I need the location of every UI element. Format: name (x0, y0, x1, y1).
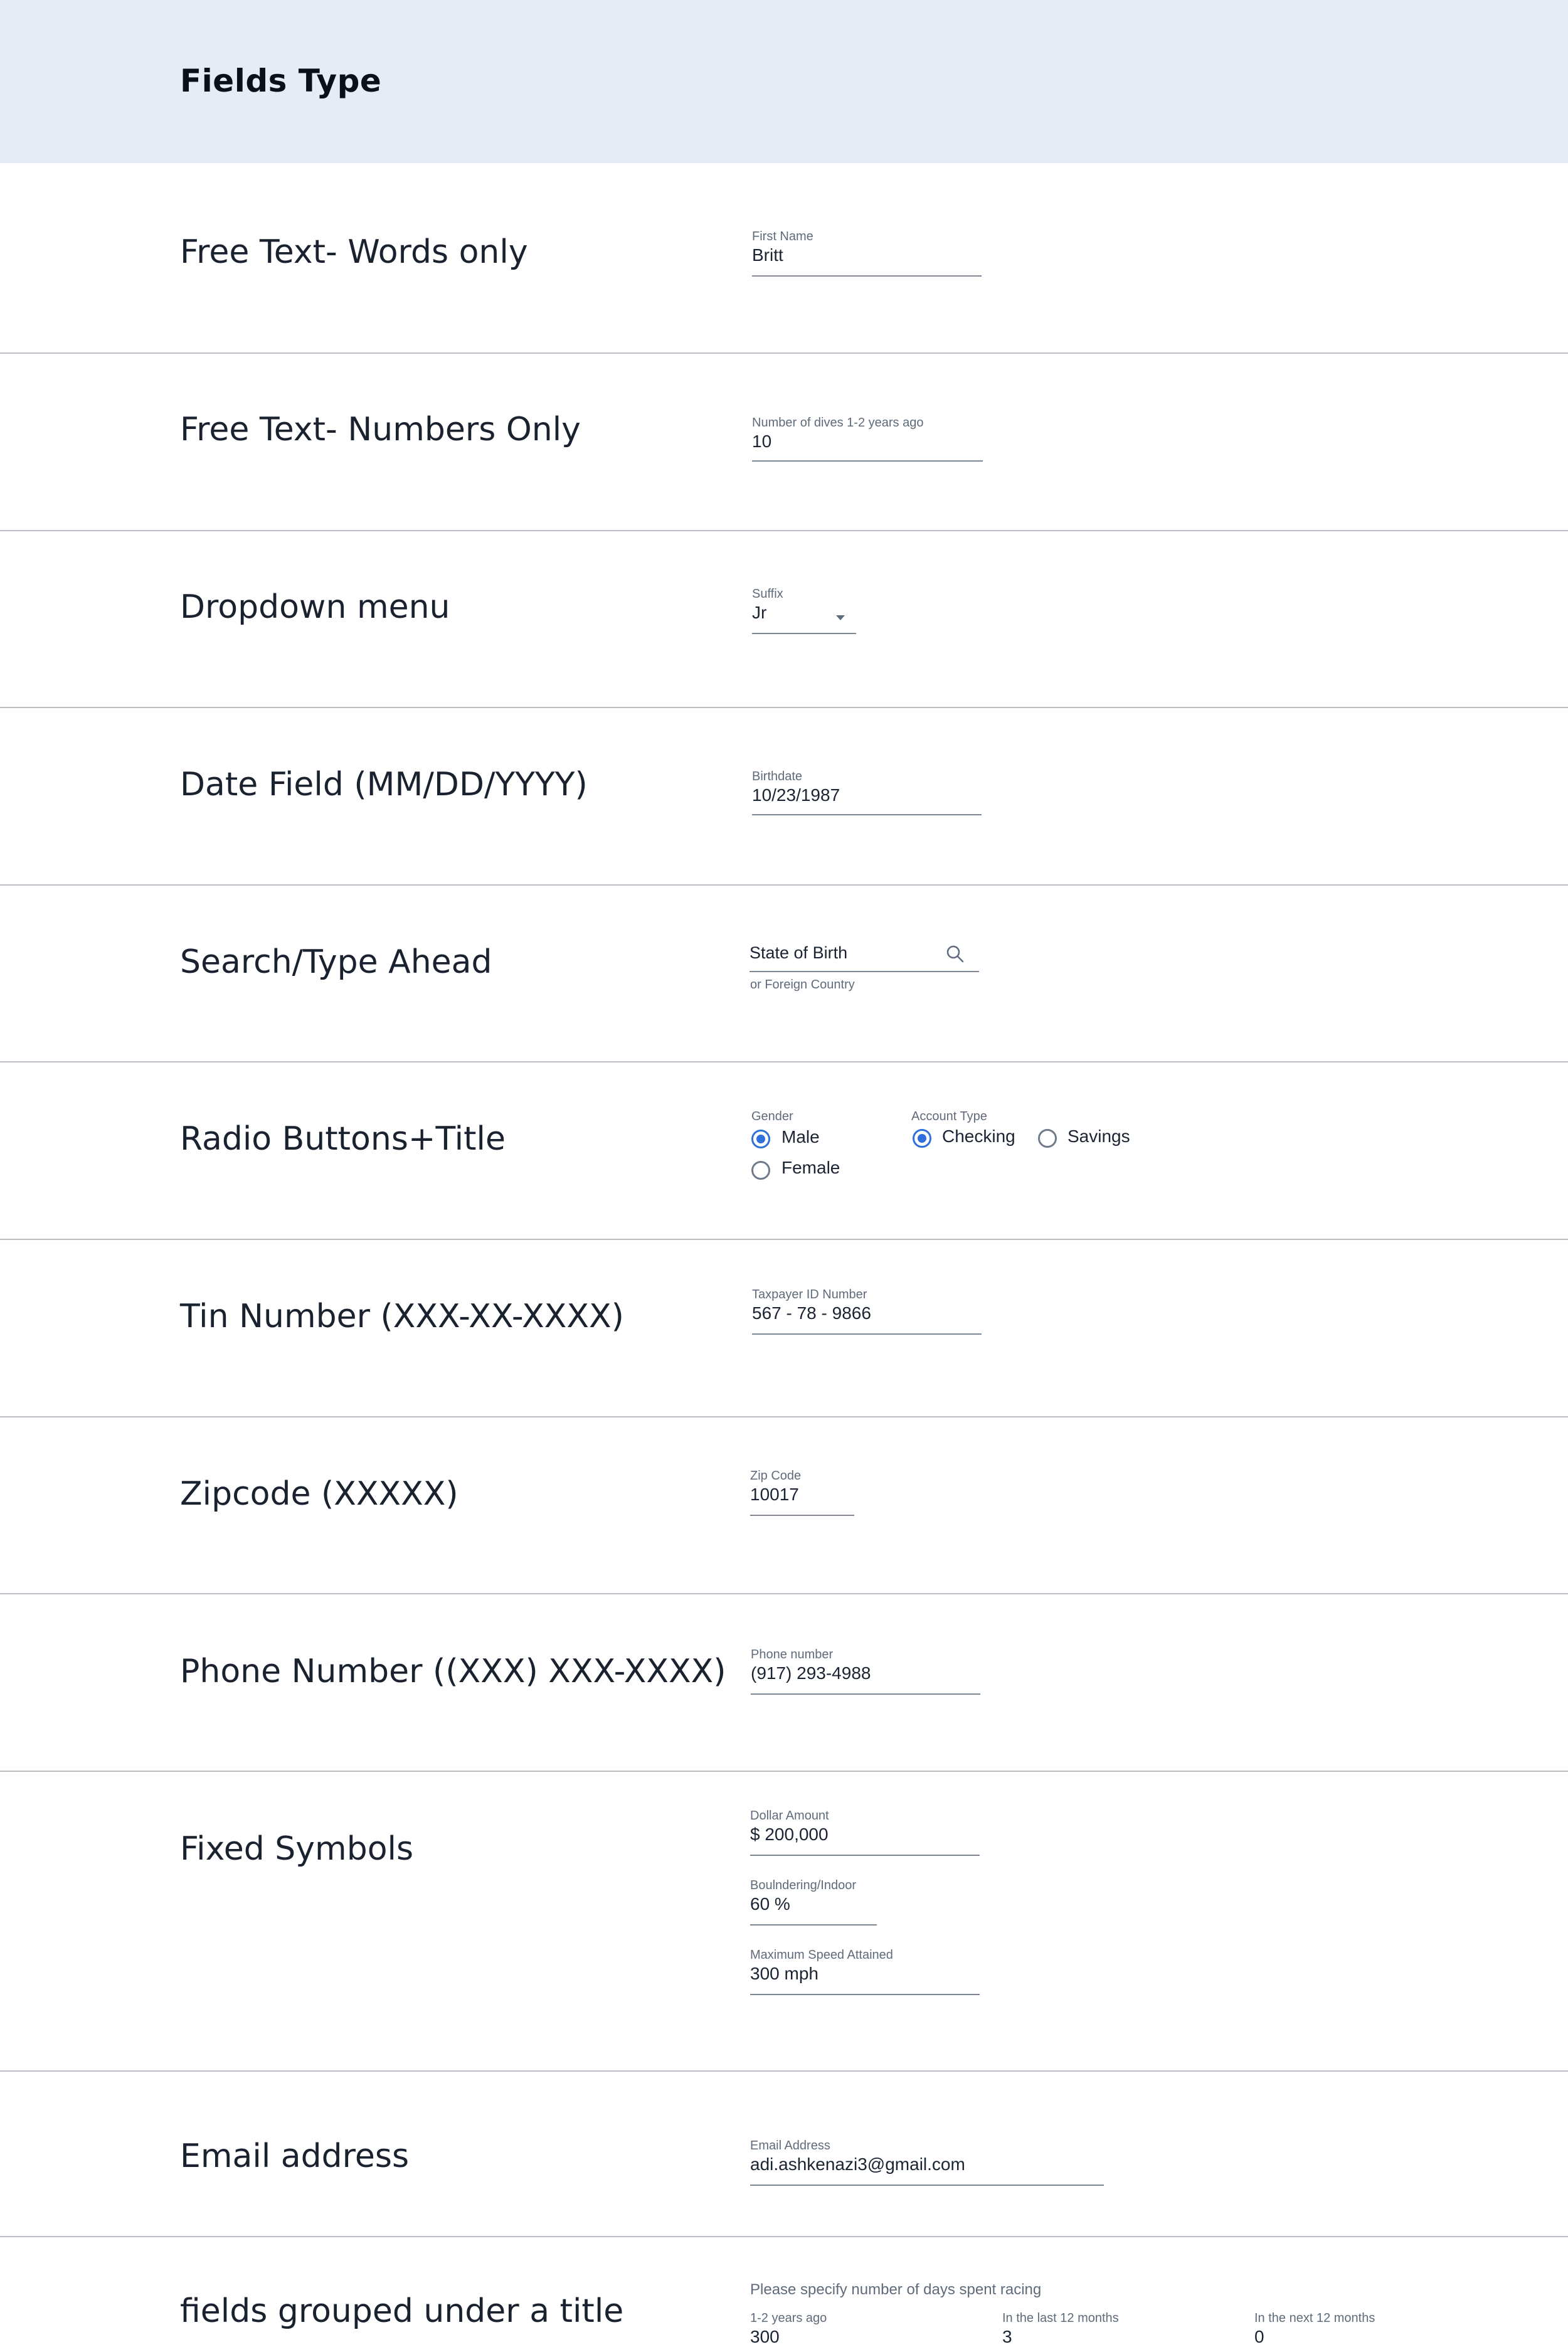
field-label: Email Address (750, 2139, 830, 2153)
row-label-zip: Zipcode (XXXXX) (180, 1475, 458, 1513)
field-value: Britt (752, 245, 783, 265)
radio-male[interactable] (751, 1130, 770, 1148)
state-of-birth-search[interactable] (750, 941, 979, 972)
field-label: Birthdate (752, 770, 803, 783)
field-label: In the last 12 months (1002, 2311, 1119, 2325)
radio-checking[interactable] (913, 1129, 931, 1148)
field-label: First Name (752, 230, 813, 243)
field-value: 10 (752, 432, 772, 451)
field-value: 300 (750, 2327, 780, 2346)
search-icon[interactable] (945, 944, 965, 964)
dives-number-field[interactable] (752, 415, 983, 463)
section-divider (0, 1771, 1568, 1772)
field-underline (750, 971, 979, 972)
section-divider (0, 1593, 1568, 1594)
field-label: Number of dives 1-2 years ago (752, 416, 924, 430)
field-value: $ 200,000 (750, 1825, 829, 1844)
field-value: (917) 293-4988 (751, 1663, 871, 1683)
racing-days-next-12-field[interactable] (1254, 2311, 1480, 2348)
section-divider (0, 884, 1568, 886)
field-label: Maximum Speed Attained (750, 1948, 893, 1962)
group-title: Please specify number of days spent racing (750, 2281, 1042, 2298)
row-label-numbers: Free Text- Numbers Only (180, 411, 581, 448)
max-speed-field[interactable] (750, 1947, 980, 1995)
row-label-symbols: Fixed Symbols (180, 1830, 414, 1868)
zip-code-field[interactable] (750, 1468, 854, 1516)
search-placeholder: State of Birth (750, 943, 848, 962)
field-underline (750, 1994, 980, 1995)
row-label-email: Email address (180, 2137, 410, 2175)
section-divider (0, 2236, 1568, 2237)
section-divider (0, 1061, 1568, 1062)
row-label-phone: Phone Number ((XXX) XXX-XXXX) (180, 1653, 726, 1690)
birthdate-field[interactable] (752, 769, 982, 817)
section-divider (0, 1239, 1568, 1240)
row-label-grouped: fields grouped under a title (180, 2292, 624, 2330)
field-value: adi.ashkenazi3@gmail.com (750, 2154, 965, 2174)
account-type-title: Account Type (911, 1110, 987, 1123)
section-divider (0, 352, 1568, 354)
suffix-dropdown[interactable] (752, 586, 856, 635)
field-label: Dollar Amount (750, 1809, 829, 1823)
row-label-tin: Tin Number (XXX-XX-XXXX) (180, 1298, 624, 1335)
field-label: Taxpayer ID Number (752, 1288, 867, 1301)
radio-label-checking[interactable]: Checking (942, 1126, 1015, 1146)
row-label-dropdown: Dropdown menu (180, 588, 450, 626)
percent-field[interactable] (750, 1878, 877, 1926)
chevron-down-icon[interactable] (836, 615, 845, 620)
radio-label-female[interactable]: Female (781, 1158, 840, 1177)
row-label-date: Date Field (MM/DD/YYYY) (180, 766, 588, 803)
section-divider (0, 1416, 1568, 1417)
field-value: 10/23/1987 (752, 785, 840, 805)
radio-savings[interactable] (1038, 1129, 1057, 1148)
field-underline (750, 1924, 877, 1926)
racing-days-past-field[interactable] (750, 2311, 976, 2348)
radio-label-male[interactable]: Male (781, 1127, 820, 1147)
dollar-amount-field[interactable] (750, 1808, 980, 1856)
racing-days-last-12-field[interactable] (1002, 2311, 1228, 2348)
field-underline (752, 633, 856, 634)
field-label: In the next 12 months (1254, 2311, 1375, 2325)
field-underline (752, 814, 982, 815)
phone-number-field[interactable] (751, 1647, 980, 1695)
search-helper-text: or Foreign Country (750, 978, 855, 992)
section-divider (0, 2070, 1568, 2072)
taxpayer-id-field[interactable] (752, 1287, 982, 1335)
row-label-words: Free Text- Words only (180, 233, 528, 271)
field-value: 0 (1254, 2327, 1264, 2346)
field-label: Phone number (751, 1648, 834, 1661)
field-underline (750, 2185, 1104, 2186)
field-value: 567 - 78 - 9866 (752, 1303, 871, 1323)
field-underline (752, 460, 983, 462)
email-address-field[interactable] (750, 2138, 1104, 2186)
field-underline (750, 1855, 980, 1856)
field-underline (750, 1515, 854, 1516)
field-label: 1-2 years ago (750, 2311, 827, 2325)
field-label: Suffix (752, 587, 783, 601)
row-label-radio: Radio Buttons+Title (180, 1120, 506, 1158)
first-name-field[interactable] (752, 229, 982, 277)
field-underline (751, 1693, 980, 1695)
field-underline (752, 1333, 982, 1335)
row-label-search: Search/Type Ahead (180, 943, 492, 981)
field-value: 10017 (750, 1485, 799, 1504)
page-title: Fields Type (180, 63, 382, 99)
field-underline (752, 275, 982, 277)
radio-label-savings[interactable]: Savings (1067, 1126, 1130, 1146)
field-value: 60 % (750, 1894, 790, 1914)
field-value: 3 (1002, 2327, 1012, 2346)
gender-title: Gender (751, 1110, 793, 1123)
field-value: Jr (752, 603, 767, 622)
page-header (0, 0, 1568, 163)
field-label: Boulndering/Indoor (750, 1878, 857, 1892)
section-divider (0, 707, 1568, 708)
field-label: Zip Code (750, 1469, 802, 1483)
radio-female[interactable] (751, 1161, 770, 1180)
field-value: 300 mph (750, 1964, 818, 1983)
section-divider (0, 530, 1568, 531)
